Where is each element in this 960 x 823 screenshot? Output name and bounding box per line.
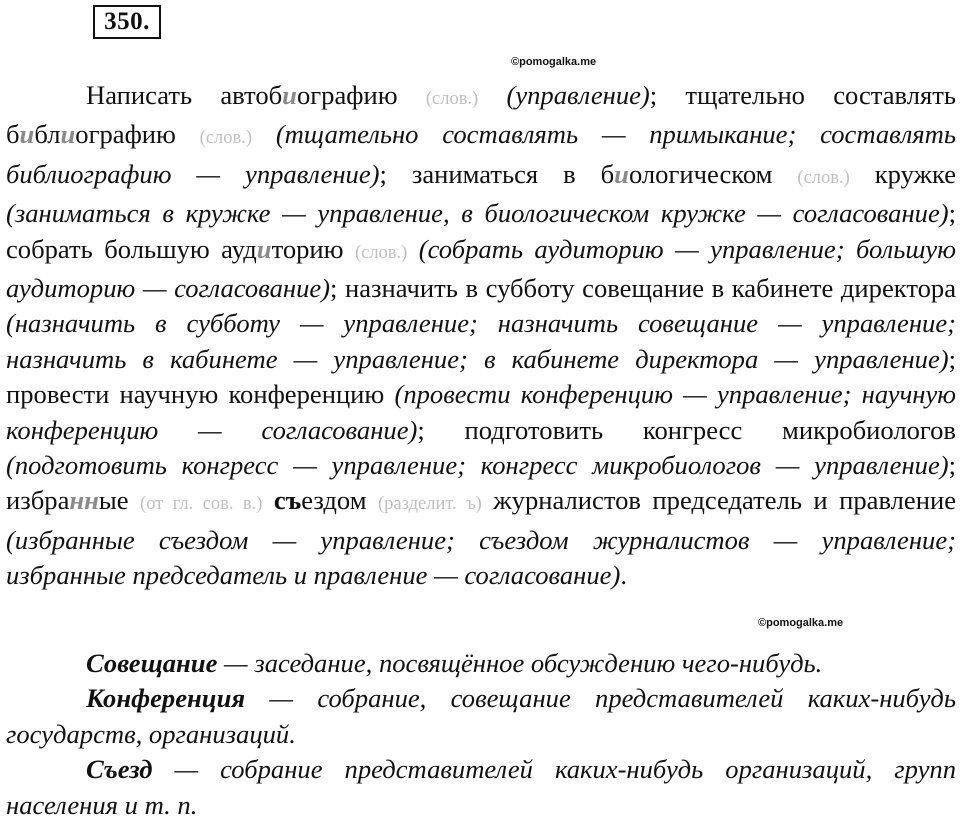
text-segment: ; назначить в субботу совещание в кабинете директора — [330, 273, 956, 304]
text-segment: ологическом — [628, 158, 773, 189]
exercise-number: 350. — [93, 5, 161, 39]
highlighted-letter: и — [282, 80, 297, 110]
text-segment: . — [620, 560, 627, 591]
grammar-comment: (разделит. ъ) — [378, 494, 482, 515]
text-segment: ографию — [75, 119, 176, 150]
parse-note: (тщательно составлять — примыкание; составлять библиографию — управление) — [6, 119, 956, 189]
grammar-comment: (слов.) — [199, 128, 253, 149]
definition-text: — собрание представителей каких-нибудь организаций, групп населения и т. п. — [6, 754, 956, 820]
definitions — [6, 646, 956, 823]
highlighted-letter: и — [614, 158, 629, 189]
text-segment: ; провести научную конференцию — [6, 343, 956, 410]
definition-item — [6, 646, 956, 681]
text-segment: бл — [34, 119, 61, 150]
text-segment: журналистов председатель и правление — [493, 485, 957, 516]
text-segment: ; подготовить конгресс микробиологов — [417, 414, 956, 445]
text-segment: ые — [98, 485, 129, 516]
text-segment: Написать автоб — [86, 80, 283, 110]
watermark-top: ©pomogalka.me — [511, 56, 597, 68]
text-segment: кружке — [874, 158, 957, 189]
highlighted-letters: нн — [69, 485, 99, 516]
watermark-bottom: ©pomogalka.me — [758, 617, 844, 629]
grammar-comment: (слов.) — [797, 167, 850, 188]
exercise-text — [6, 78, 956, 594]
grammar-comment: (слов.) — [425, 89, 479, 109]
parse-note: (собрать аудиторию — управление; большую аудиторию — согласование) — [6, 233, 956, 304]
grammar-comment: (слов.) — [354, 242, 408, 263]
definition-term: Конференция — [86, 683, 246, 714]
text-segment: ографию — [296, 80, 398, 110]
text-segment: ; собрать большую ауд — [6, 198, 956, 264]
parse-note: (избранные съездом — управление; съездом журналистов — управление; избранные председатель и правление — согласование) — [6, 524, 956, 591]
text-segment: ; тщательно составлять б — [6, 80, 956, 150]
highlighted-letter: и — [256, 233, 272, 264]
bold-segment: съ — [273, 485, 302, 516]
grammar-comment: (от гл. сов. в.) — [140, 494, 263, 515]
definition-text: — заседание, посвящённое обсуждению чего-нибудь. — [217, 648, 823, 678]
definition-item — [6, 681, 956, 752]
highlighted-letter: и — [19, 119, 35, 150]
parse-note: (управление) — [506, 80, 650, 110]
parse-note: (заниматься в кружке — управление, в биологическом кружке — согласование) — [6, 198, 949, 229]
parse-note: (назначить в субботу — управление; назначить совещание — управление; назначить в кабинете — управление; в кабинете директора — управление) — [6, 308, 956, 374]
parse-note: (провести конференцию — управление; научную конференцию — согласование) — [6, 379, 956, 445]
definition-term: Съезд — [86, 754, 153, 785]
definition-item — [6, 752, 956, 823]
definition-text: — собрание, совещание представителей каких-нибудь государств, организаций. — [6, 683, 956, 749]
text-segment: ; заниматься в б — [379, 158, 615, 189]
text-segment: ездом — [301, 485, 367, 516]
definition-term: Совещание — [86, 648, 218, 678]
parse-note: (подготовить конгресс — управление; конгресс микробиологов — управление) — [6, 450, 949, 481]
text-segment: торию — [271, 233, 344, 264]
highlighted-letter: и — [60, 119, 76, 150]
text-segment: ; избра — [6, 450, 956, 516]
